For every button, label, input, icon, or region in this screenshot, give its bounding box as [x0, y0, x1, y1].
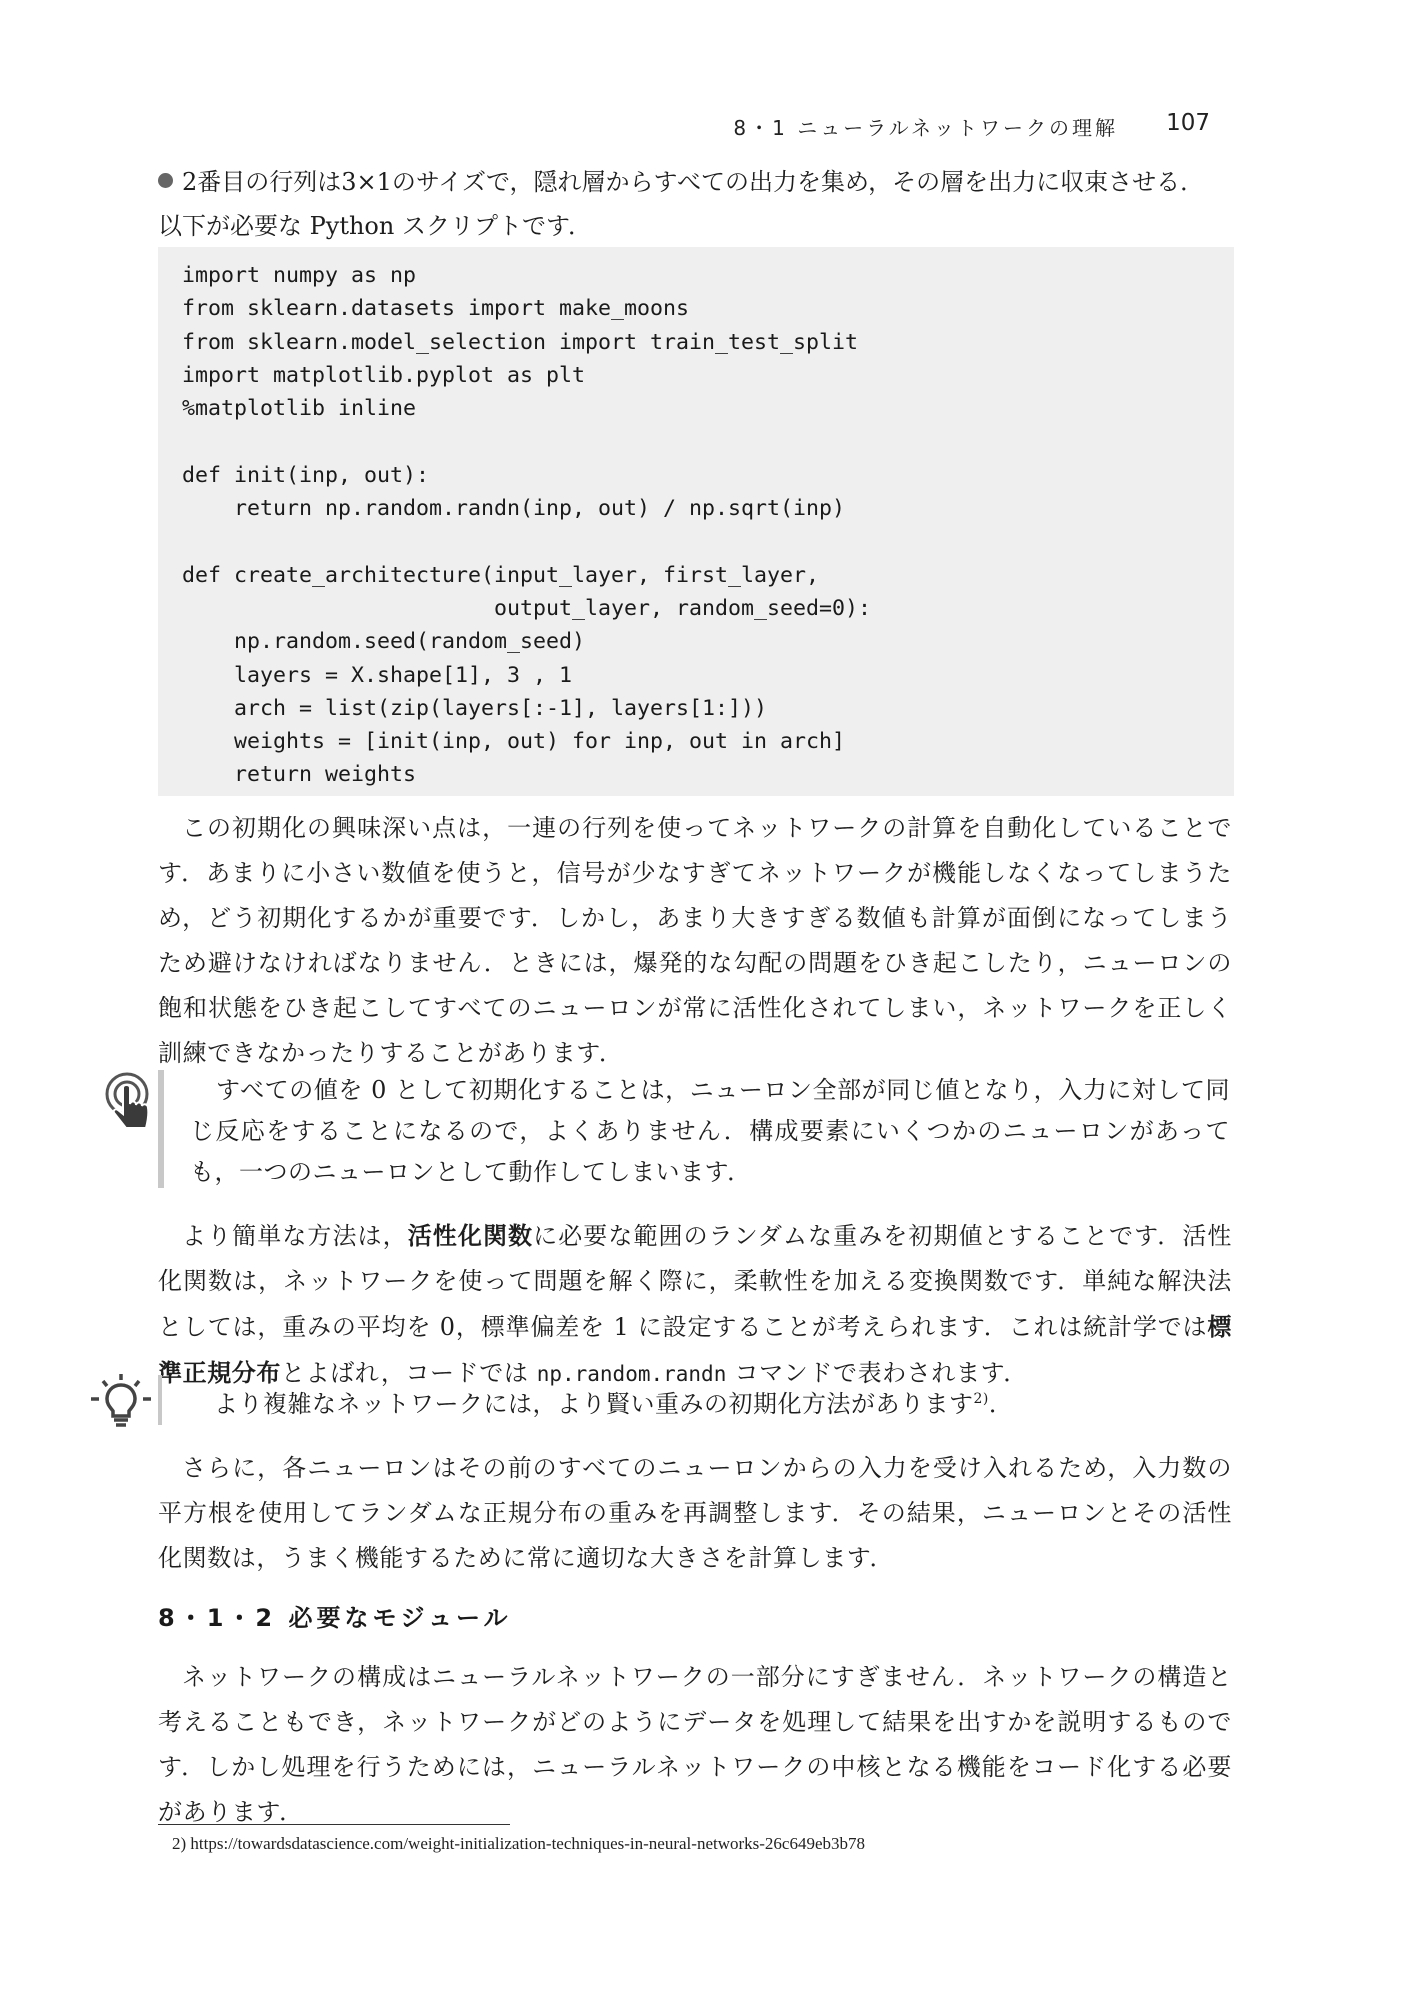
footnote-reference[interactable]: 2) [973, 1391, 989, 1407]
term-standard-normal: 標準正規分布 [158, 1312, 1232, 1387]
code-line: np.random.seed(random_seed) [182, 629, 586, 655]
footnote-url[interactable]: https://towardsdatascience.com/weight-initialization-techniques-in-neural-networks-26c649eb3b78 [190, 1834, 866, 1853]
code-line: arch = list(zip(layers[:-1], layers[1:])) [182, 695, 768, 721]
tip-text [188, 1377, 1228, 1426]
tip-text-body: より複雑なネットワークには，より賢い重みの初期化方法があります [214, 1390, 974, 1418]
note-text: すべての値を 0 として初期化することは，ニューロン全部が同じ値となり，入力に対して同じ反応をすることになるので，よくありません．構成要素にいくつかのニューロンがあっても，一つのニューロンとして動作してしまいます． [190, 1076, 1230, 1186]
paragraph-activation-part1: より簡単な方法は， [182, 1222, 408, 1250]
tip-text-end: ． [988, 1390, 1014, 1418]
paragraph-activation [158, 1213, 1232, 1397]
code-line: from sklearn.model_selection import train_test_split [182, 329, 859, 355]
code-block [158, 247, 1234, 796]
running-head-title: 8・1 ニューラルネットワークの理解 [733, 116, 1118, 140]
paragraph-initialization: この初期化の興味深い点は，一連の行列を使ってネットワークの計算を自動化していることです．あまりに小さい数値を使うと，信号が少なすぎてネットワークが機能しなくなってしまうため，どう初期化するかが重要です．しかし，あまり大きすぎる数値も計算が面倒になってしまうため避けなければなりません．ときには，爆発的な勾配の問題をひき起こしたり，ニューロンの飽和状態をひき起こしてすべてのニューロンが常に活性化されてしまい，ネットワークを正しく訓練できなかったりすることがあります． [158, 814, 1232, 1067]
code-line: def create_architecture(input_layer, first_layer, [182, 562, 820, 588]
code-line: %matplotlib inline [182, 396, 417, 422]
paragraph-sqrt-scaling: さらに，各ニューロンはその前のすべてのニューロンからの入力を受け入れるため，入力数の平方根を使用してランダムな正規分布の重みを再調整します．その結果，ニューロンとその活性化関数は，うまく機能するために常に適切な大きさを計算します． [158, 1454, 1232, 1572]
code-line: import matplotlib.pyplot as plt [182, 362, 586, 388]
term-activation-function: 活性化関数 [407, 1221, 534, 1250]
tip-box [158, 1375, 1234, 1425]
inline-code-randn: np.random.randn [536, 1362, 727, 1386]
footnote [172, 1834, 1232, 1854]
code-line: weights = [init(inp, out) for inp, out in arch] [182, 729, 846, 755]
note-box [158, 1070, 1234, 1188]
code-line: layers = X.shape[1], 3 , 1 [182, 662, 573, 688]
code-line: return np.random.randn(inp, out) / np.sqrt(inp) [182, 496, 846, 522]
page-number: 107 [1166, 110, 1210, 136]
code-line: import numpy as np [182, 263, 417, 288]
code-line: return weights [182, 762, 417, 788]
code-line: from sklearn.datasets import make_moons [182, 296, 690, 322]
code-line: output_layer, random_seed=0): [182, 595, 872, 621]
bullet-item [158, 160, 1232, 204]
code-line [182, 425, 1234, 458]
paragraph-activation-part2: に必要な範囲のランダムな重みを初期値とすることです．活性化関数は，ネットワークを使って問題を解く際に，柔軟性を加える変換関数です．単純な解決法としては，重みの平均を 0，標準偏差を 1 に設定することが考えられます．これは統計学では [158, 1222, 1232, 1341]
footnote-marker: 2) [172, 1834, 187, 1853]
code-line [182, 525, 1234, 558]
lightbulb-icon [88, 1373, 154, 1429]
code-intro-text: 以下が必要な Python スクリプトです． [158, 212, 593, 240]
pointing-hand-icon [102, 1070, 156, 1132]
paragraph-modules: ネットワークの構成はニューラルネットワークの一部分にすぎません．ネットワークの構造と考えることもでき，ネットワークがどのようにデータを処理して結果を出すかを説明するものです．しかし処理を行うためには，ニューラルネットワークの中核となる機能をコード化する必要があります． [158, 1663, 1232, 1826]
paragraph-activation-part3: とよばれ，コードでは [281, 1359, 529, 1387]
footnote-divider [158, 1824, 510, 1825]
code-line: def init(inp, out): [182, 462, 430, 488]
section-heading: 8・1・2 必要なモジュール [158, 1604, 512, 1632]
bullet-dot-icon [158, 173, 173, 188]
paragraph-activation-part4: コマンドで表わされます． [734, 1359, 1028, 1387]
bullet-text: 2番目の行列は3×1のサイズで，隠れ層からすべての出力を集め，その層を出力に収束させる． [182, 168, 1205, 196]
running-head [620, 110, 1210, 144]
